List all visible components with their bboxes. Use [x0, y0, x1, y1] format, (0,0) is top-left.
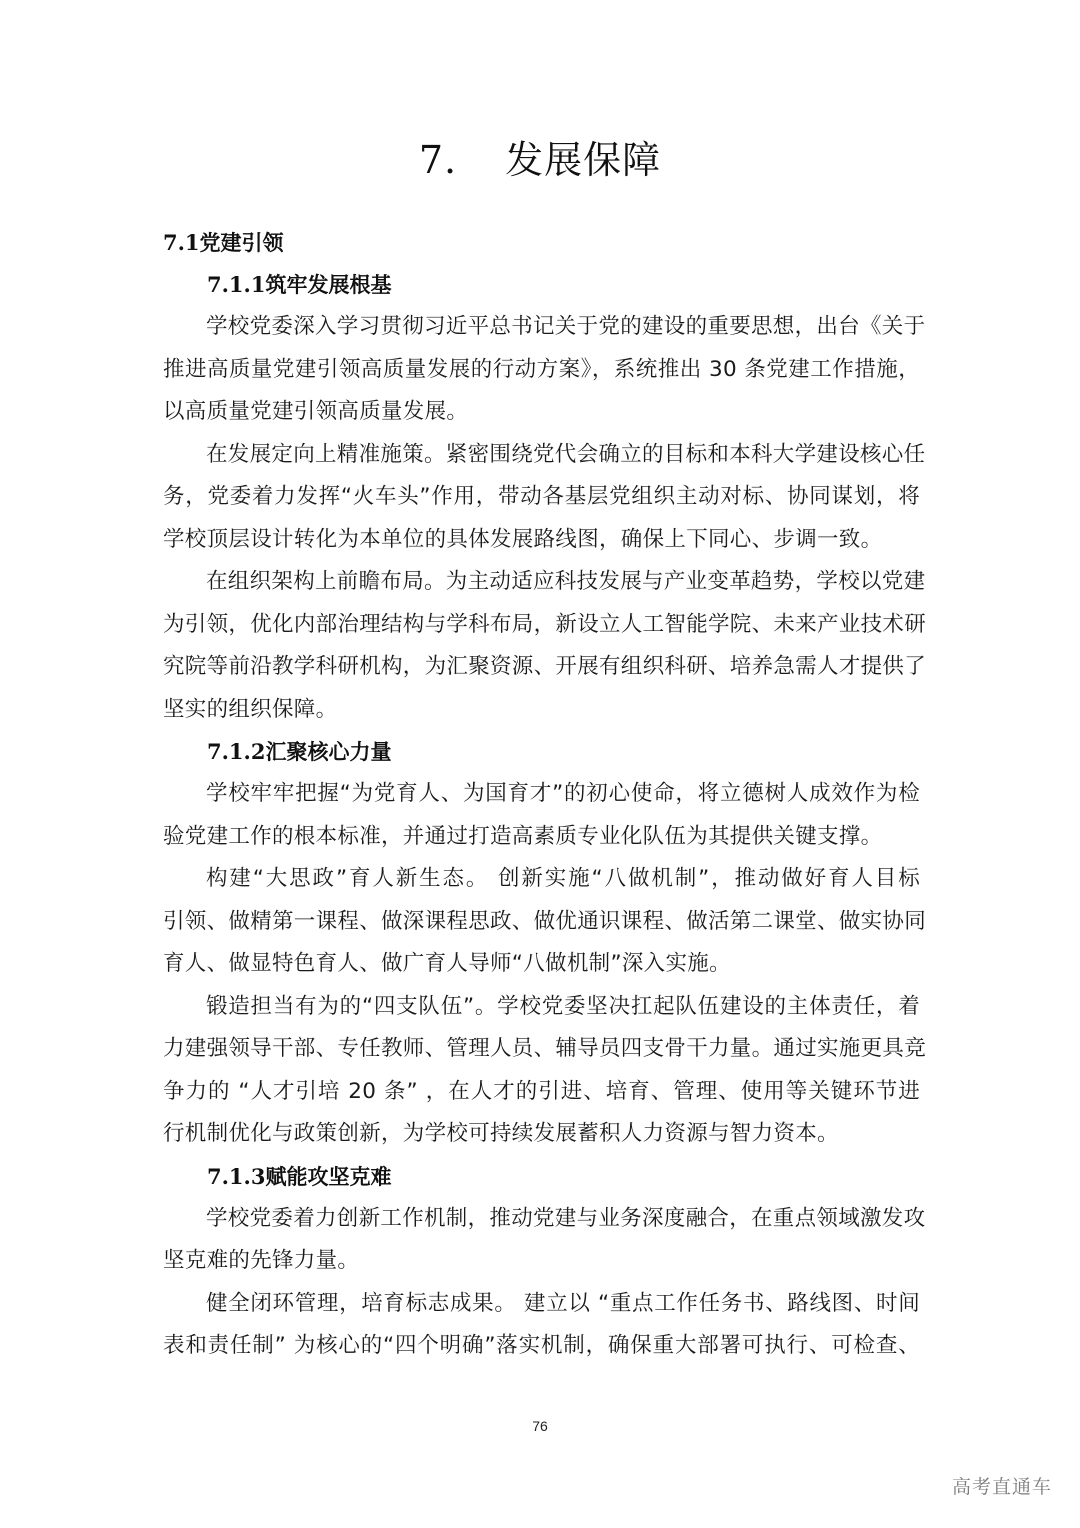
text-line: 坚克难的先锋力量。	[163, 1248, 360, 1273]
document-body	[163, 222, 927, 1368]
text-line: 究院等前沿教学科研机构，为汇聚资源、开展有组织科研、培养急需人才提供了	[163, 654, 927, 679]
text-line: 务，党委着力发挥“火车头”作用，带动各基层党组织主动对标、协同谋划，将	[163, 484, 920, 509]
text-line: 学校党委着力创新工作机制，推动党建与业务深度融合，在重点领域激发攻	[206, 1205, 926, 1231]
text-line: 构建“大思政”育人新生态。 创新实施“八做机制”，推动做好育人目标	[206, 866, 920, 891]
text-line: 学校牢牢把握“为党育人、为国育才”的初心使命，将立德树人成效作为检	[206, 781, 920, 806]
text-line: 为引领，优化内部治理结构与学科布局，新设立人工智能学院、未来产业技术研	[163, 611, 927, 637]
subsection-heading-7-1-3: 7.1.3赋能攻坚克难	[207, 1163, 392, 1189]
paragraph	[163, 561, 927, 731]
subsection-heading-7-1-1: 7.1.1筑牢发展根基	[207, 272, 392, 297]
text-line: 行机制优化与政策创新，为学校可持续发展蓄积人力资源与智力资本。	[163, 1121, 839, 1146]
page-number: 76	[532, 1418, 548, 1434]
text-line: 锻造担当有为的“四支队伍”。学校党委坚决扛起队伍建设的主体责任，着	[206, 993, 920, 1019]
text-line: 坚实的组织保障。	[163, 696, 338, 722]
paragraph	[163, 773, 920, 858]
paragraph	[163, 306, 926, 434]
chapter-title	[0, 132, 1080, 188]
text-line: 学校党委深入学习贯彻习近平总书记关于党的建设的重要思想，出台《关于	[206, 314, 926, 339]
watermark: 高考直通车	[951, 1476, 1052, 1498]
chapter-number: 7.	[418, 138, 458, 182]
text-line: 学校顶层设计转化为本单位的具体发展路线图，确保上下同心、步调一致。	[163, 526, 883, 552]
text-line: 在发展定向上精准施策。紧密围绕党代会确立的目标和本科大学建设核心任	[206, 441, 926, 467]
paragraph	[163, 858, 927, 986]
text-line: 验党建工作的根本标准，并通过打造高素质专业化队伍为其提供关键支撑。	[163, 823, 883, 849]
text-line: 引领、做精第一课程、做深课程思政、做优通识课程、做活第二课堂、做实协同	[163, 908, 927, 934]
chapter-title-text: 发展保障	[505, 138, 662, 182]
text-line: 以高质量党建引领高质量发展。	[163, 399, 469, 424]
text-line: 在组织架构上前瞻布局。为主动适应科技发展与产业变革趋势，学校以党建	[206, 569, 926, 594]
paragraph	[163, 1283, 920, 1368]
subsection-heading-7-1-2: 7.1.2汇聚核心力量	[207, 739, 392, 764]
text-line: 推进高质量党建引领高质量发展的行动方案》，系统推出 30 条党建工作措施，	[163, 356, 920, 382]
paragraph	[163, 1198, 926, 1283]
text-line: 育人、做显特色育人、做广育人导师“八做机制”深入实施。	[163, 951, 731, 976]
section-heading-7-1: 7.1党建引领	[163, 230, 284, 255]
paragraph	[163, 434, 926, 562]
text-line: 健全闭环管理，培育标志成果。 建立以 “重点工作任务书、路线图、时间	[206, 1290, 920, 1316]
paragraph	[163, 986, 927, 1156]
text-line: 力建强领导干部、专任教师、管理人员、辅导员四支骨干力量。通过实施更具竞	[163, 1036, 927, 1061]
text-line: 表和责任制” 为核心的“四个明确”落实机制，确保重大部署可执行、可检查、	[163, 1333, 920, 1358]
text-line: 争力的 “人才引培 20 条” ，在人才的引进、培育、管理、使用等关键环节进	[163, 1078, 920, 1104]
